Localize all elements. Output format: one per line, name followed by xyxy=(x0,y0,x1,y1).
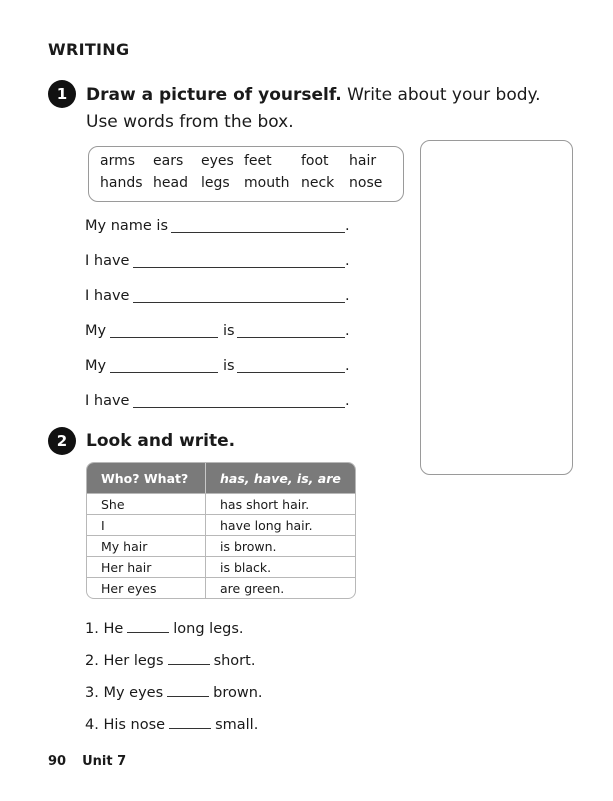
question-1 xyxy=(85,618,244,637)
period: . xyxy=(345,393,350,409)
word: feet xyxy=(244,153,272,169)
exercise-2-number: 2 xyxy=(48,427,76,455)
sentence-verb: is xyxy=(223,358,235,374)
page-number: 90 xyxy=(48,754,67,769)
question-subject: Her legs xyxy=(103,653,164,669)
answer-blank[interactable] xyxy=(169,714,211,729)
table-cell: Her eyes xyxy=(87,577,205,598)
period: . xyxy=(345,218,350,234)
word: head xyxy=(153,175,188,191)
period: . xyxy=(345,288,350,304)
table-cell: has short hair. xyxy=(205,493,355,514)
answer-blank[interactable] xyxy=(127,618,169,633)
sentence-line-6 xyxy=(85,393,355,413)
table-cell: is brown. xyxy=(205,535,355,556)
table-cell: is black. xyxy=(205,556,355,577)
answer-blank[interactable] xyxy=(110,358,218,373)
word: nose xyxy=(349,175,383,191)
table-cell: She xyxy=(87,493,205,514)
answer-blank[interactable] xyxy=(168,650,210,665)
word: neck xyxy=(301,175,335,191)
section-title: WRITING xyxy=(48,40,130,59)
exercise-1-title-line2: Use words from the box. xyxy=(86,112,294,132)
answer-blank[interactable] xyxy=(133,253,345,268)
table-cell: I xyxy=(87,514,205,535)
drawing-box[interactable] xyxy=(420,140,573,475)
sentence-line-1 xyxy=(85,218,355,238)
period: . xyxy=(345,358,350,374)
question-4 xyxy=(85,714,258,733)
answer-blank[interactable] xyxy=(237,358,345,373)
answer-blank[interactable] xyxy=(133,393,345,408)
answer-blank[interactable] xyxy=(110,323,218,338)
sentence-line-5 xyxy=(85,358,355,378)
question-number: 2. xyxy=(85,653,99,669)
question-subject: His nose xyxy=(103,717,166,733)
answer-blank[interactable] xyxy=(237,323,345,338)
table-header-row xyxy=(87,463,355,493)
sentence-prompt: My xyxy=(85,323,107,339)
table-row xyxy=(87,493,355,514)
word-box xyxy=(88,146,404,202)
table-cell: Her hair xyxy=(87,556,205,577)
question-rest: brown. xyxy=(213,685,263,701)
word: foot xyxy=(301,153,329,169)
sentence-line-2 xyxy=(85,253,355,273)
question-3 xyxy=(85,682,263,701)
sentence-line-4 xyxy=(85,323,355,343)
sentence-prompt: I have xyxy=(85,288,130,304)
sentence-prompt: My xyxy=(85,358,107,374)
question-rest: short. xyxy=(213,653,256,669)
table-cell: have long hair. xyxy=(205,514,355,535)
table-row xyxy=(87,514,355,535)
table-cell: My hair xyxy=(87,535,205,556)
table-header: Who? What? xyxy=(87,463,205,493)
table-row xyxy=(87,556,355,577)
sentence-prompt: I have xyxy=(85,253,130,269)
table-row xyxy=(87,535,355,556)
question-number: 3. xyxy=(85,685,99,701)
answer-blank[interactable] xyxy=(167,682,209,697)
sentence-line-3 xyxy=(85,288,355,308)
question-subject: My eyes xyxy=(103,685,164,701)
word: arms xyxy=(100,153,136,169)
word: eyes xyxy=(201,153,234,169)
word: legs xyxy=(201,175,230,191)
answer-blank[interactable] xyxy=(171,218,345,233)
sentence-prompt: My name is xyxy=(85,218,169,234)
table-header: has, have, is, are xyxy=(205,463,355,493)
word: hair xyxy=(349,153,377,169)
question-subject: He xyxy=(103,621,124,637)
page-footer xyxy=(48,754,126,769)
period: . xyxy=(345,253,350,269)
question-number: 1. xyxy=(85,621,99,637)
exercise-2-title: Look and write. xyxy=(86,431,236,451)
word: ears xyxy=(153,153,184,169)
sentence-prompt: I have xyxy=(85,393,130,409)
question-number: 4. xyxy=(85,717,99,733)
sentence-verb: is xyxy=(223,323,235,339)
question-2 xyxy=(85,650,255,669)
exercise-1-number: 1 xyxy=(48,80,76,108)
exercise-1-title-rest: Write about your body. xyxy=(341,85,541,105)
table-row xyxy=(87,577,355,598)
answer-blank[interactable] xyxy=(133,288,345,303)
period: . xyxy=(345,323,350,339)
word: hands xyxy=(100,175,143,191)
question-rest: long legs. xyxy=(173,621,244,637)
table-cell: are green. xyxy=(205,577,355,598)
word: mouth xyxy=(244,175,290,191)
question-rest: small. xyxy=(215,717,259,733)
exercise-1-title-bold: Draw a picture of yourself. xyxy=(86,85,342,105)
exercise-1-title xyxy=(86,85,541,105)
unit-label: Unit 7 xyxy=(82,754,127,769)
grammar-table xyxy=(86,462,356,599)
